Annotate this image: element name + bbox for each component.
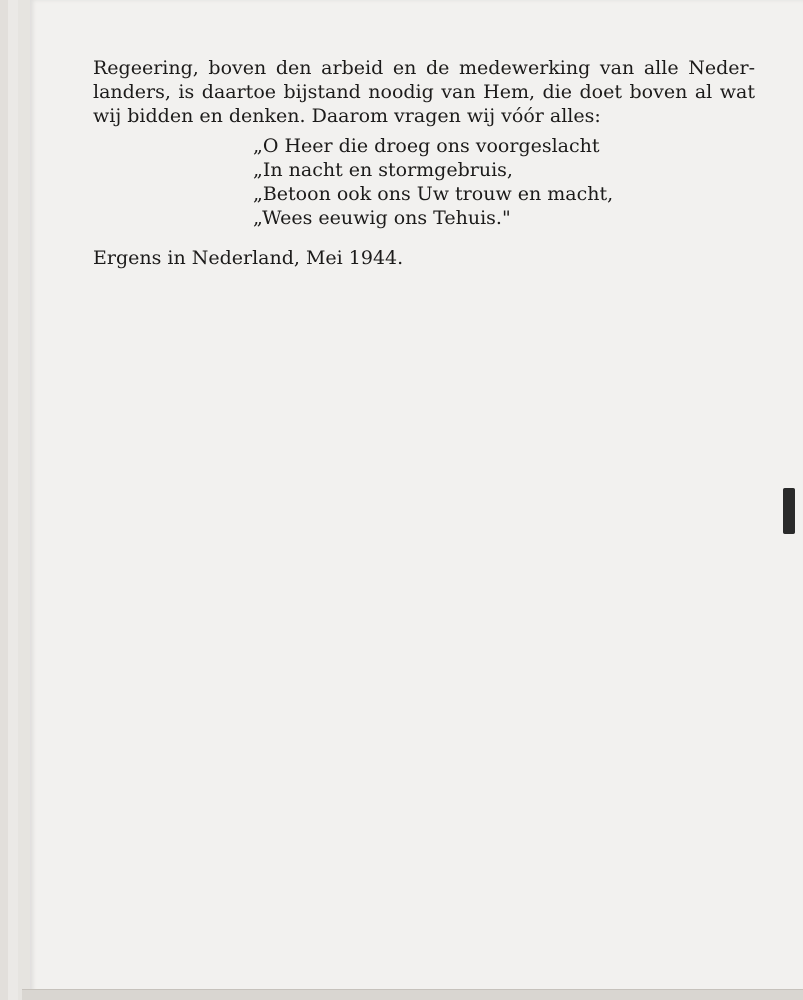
document-text bbox=[93, 56, 755, 270]
verse-line: „In nacht en stormgebruis, bbox=[253, 159, 513, 181]
body-paragraph bbox=[93, 56, 755, 128]
verse-line: „Wees eeuwig ons Tehuis." bbox=[253, 207, 511, 229]
paragraph-line: Regeering, boven den arbeid en de medewerking van alle Neder- bbox=[93, 57, 755, 79]
verse-line: „O Heer die droeg ons voorgeslacht bbox=[253, 135, 600, 157]
paragraph-line: landers, is daartoe bijstand noodig van Hem, die doet boven al wat bbox=[93, 81, 755, 103]
paragraph-line: wij bidden en denken. Daarom vragen wij vóór alles: bbox=[93, 105, 601, 127]
verse-line: „Betoon ook ons Uw trouw en macht, bbox=[253, 183, 614, 205]
bottom-edge bbox=[22, 989, 803, 1000]
prayer-verse bbox=[253, 134, 755, 230]
edge-mark bbox=[783, 488, 795, 534]
place-date-line: Ergens in Nederland, Mei 1944. bbox=[93, 247, 404, 269]
